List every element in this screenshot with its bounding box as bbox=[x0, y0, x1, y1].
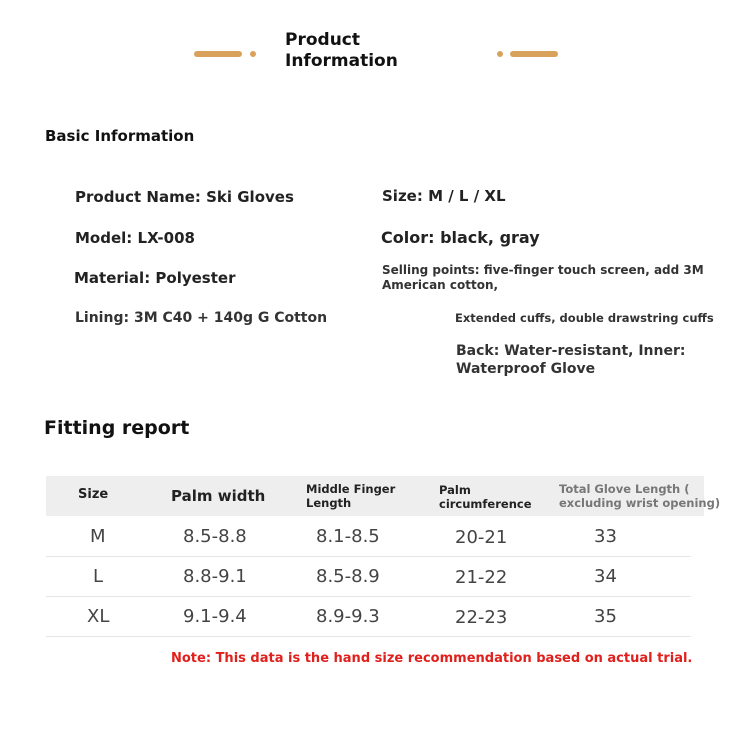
model: Model: LX-008 bbox=[75, 229, 195, 247]
col-total-length-line1: Total Glove Length ( bbox=[559, 482, 690, 496]
col-palm-circ-line1: Palm bbox=[439, 483, 471, 497]
basic-info-heading: Basic Information bbox=[45, 127, 195, 145]
header-left-dash bbox=[194, 51, 242, 57]
row-divider bbox=[46, 636, 691, 637]
row-m-palm-circ: 20-21 bbox=[455, 527, 508, 548]
row-l-palm-width: 8.8-9.1 bbox=[183, 566, 247, 587]
row-divider bbox=[46, 596, 691, 597]
row-xl-palm-width: 9.1-9.4 bbox=[183, 606, 247, 627]
col-size: Size bbox=[78, 487, 109, 502]
cuffs-info: Extended cuffs, double drawstring cuffs bbox=[455, 311, 714, 325]
col-palm-circumference bbox=[439, 483, 532, 511]
row-m-middle-finger: 8.1-8.5 bbox=[316, 526, 380, 547]
page-title bbox=[285, 30, 398, 72]
col-middle-finger-line1: Middle Finger bbox=[306, 482, 396, 496]
col-palm-circ-line2: circumference bbox=[439, 497, 532, 511]
back-info-line1: Back: Water-resistant, Inner: bbox=[456, 343, 686, 359]
row-m-size: M bbox=[90, 526, 106, 547]
row-xl-size: XL bbox=[87, 606, 110, 627]
col-middle-finger bbox=[306, 482, 395, 510]
selling-points bbox=[382, 263, 704, 293]
row-xl-total-length: 35 bbox=[594, 606, 617, 627]
row-xl-palm-circ: 22-23 bbox=[455, 607, 508, 628]
material: Material: Polyester bbox=[74, 269, 236, 287]
fitting-note: Note: This data is the hand size recommendation based on actual trial. bbox=[171, 651, 693, 666]
size-info: Size: M / L / XL bbox=[382, 187, 506, 205]
lining: Lining: 3M C40 + 140g G Cotton bbox=[75, 310, 328, 326]
page-title-line1: Product bbox=[285, 30, 360, 50]
row-m-palm-width: 8.5-8.8 bbox=[183, 526, 247, 547]
fitting-report-heading: Fitting report bbox=[44, 417, 190, 439]
product-name: Product Name: Ski Gloves bbox=[75, 188, 294, 206]
back-info-line2: Waterproof Glove bbox=[456, 361, 596, 377]
col-total-length bbox=[559, 482, 720, 510]
selling-points-line2: American cotton, bbox=[382, 278, 499, 292]
col-palm-width: Palm width bbox=[171, 487, 266, 505]
row-l-size: L bbox=[93, 566, 104, 587]
header-left-dot bbox=[250, 51, 256, 57]
header-right-dash bbox=[510, 51, 558, 57]
row-l-total-length: 34 bbox=[594, 566, 617, 587]
row-m-total-length: 33 bbox=[594, 526, 617, 547]
page-title-line2: Information bbox=[285, 51, 398, 71]
color-info: Color: black, gray bbox=[381, 228, 540, 247]
row-l-palm-circ: 21-22 bbox=[455, 567, 508, 588]
row-divider bbox=[46, 556, 691, 557]
selling-points-line1: Selling points: five-finger touch screen, add 3M bbox=[382, 263, 704, 277]
row-xl-middle-finger: 8.9-9.3 bbox=[316, 606, 380, 627]
header-right-dot bbox=[497, 51, 503, 57]
col-middle-finger-line2: Length bbox=[306, 496, 352, 510]
row-l-middle-finger: 8.5-8.9 bbox=[316, 566, 380, 587]
col-total-length-line2: excluding wrist opening) bbox=[559, 496, 721, 510]
back-info bbox=[456, 342, 686, 378]
